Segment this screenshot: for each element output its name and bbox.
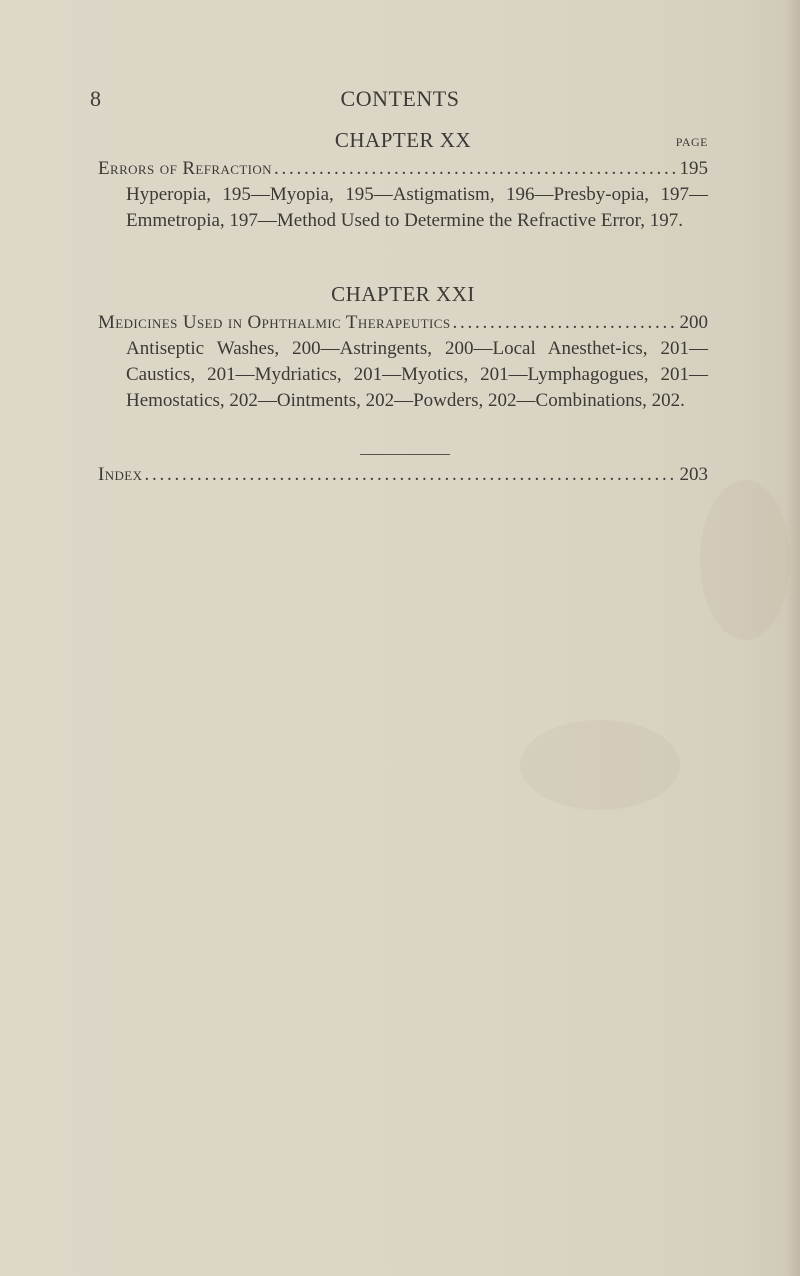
page-column-label: PAGE (675, 135, 708, 149)
chapter-heading (98, 128, 708, 156)
chapter-heading (98, 282, 708, 310)
toc-entry[interactable] (98, 310, 708, 336)
toc-entry-page: 200 (679, 312, 708, 333)
toc-entry-title: Medicines Used in Ophthalmic Therapeutics (98, 312, 451, 333)
toc-entry-title: Errors of Refraction (98, 158, 272, 179)
page-header (90, 86, 710, 116)
toc-entry-page: 203 (679, 464, 708, 485)
toc-entry-page: 195 (679, 158, 708, 179)
dot-leader (452, 310, 675, 336)
toc-entry-title: Index (98, 464, 143, 485)
index-block (98, 462, 708, 488)
toc-entry[interactable] (98, 462, 708, 488)
dot-leader (144, 462, 675, 488)
toc-entry[interactable] (98, 156, 708, 182)
page-number: 8 (90, 86, 101, 111)
chapter-heading-text: CHAPTER XX (334, 128, 472, 152)
chapter-description: Hyperopia, 195—Myopia, 195—Astigmatism, 196—Presby-opia, 197—Emmetropia, 197—Method Used to Determine the Refractive Error, 197. (126, 184, 708, 231)
dot-leader (274, 156, 676, 182)
running-head: CONTENTS (340, 86, 460, 111)
paper-stain (700, 480, 790, 640)
chapter-xxi-block (98, 282, 708, 414)
page-edge-shadow (786, 0, 800, 1276)
paper-stain (520, 720, 680, 810)
chapter-description: Antiseptic Washes, 200—Astringents, 200—Local Anesthet-ics, 201—Caustics, 201—Mydriatics, 201—Myotics, 201—Lymphagogues, 201—Hemostatics, 202—Ointments, 202—Powders, 202—Combinations, 202. (126, 338, 708, 411)
section-divider (360, 454, 450, 455)
chapter-xx-block (98, 128, 708, 234)
chapter-heading-text: CHAPTER XXI (331, 282, 475, 306)
